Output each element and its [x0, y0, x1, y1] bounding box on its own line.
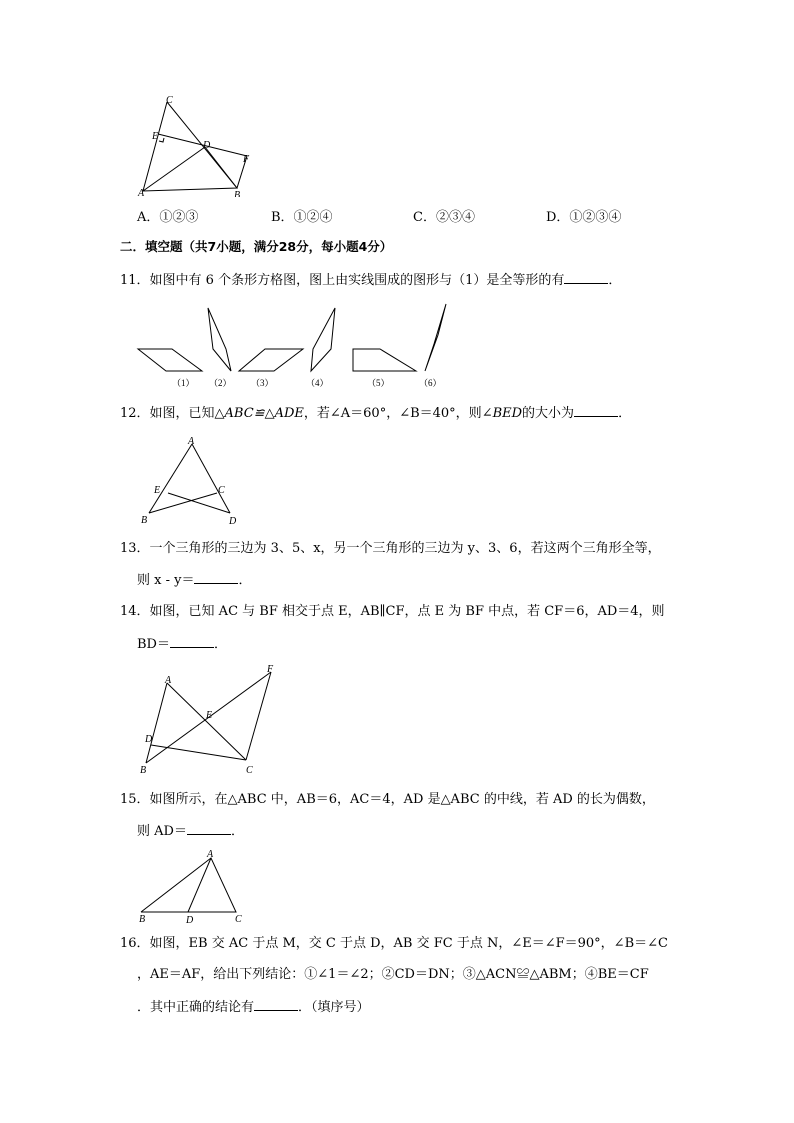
q11-label-6: （6）: [419, 378, 442, 388]
q14-line2: BD＝ ．: [137, 637, 227, 652]
q12-label-E: E: [154, 485, 161, 496]
q16-line2: ，AE＝AF，给出下列结论：①∠1＝∠2；②CD＝DN；③△ACN≌△ABM；④BE＝CF: [137, 967, 649, 982]
q11-label-3: （3）: [251, 378, 274, 388]
shape-5: [353, 349, 416, 371]
q14-label-B: B: [140, 765, 147, 776]
q10-figure: [130, 92, 265, 197]
label-A: A: [138, 188, 145, 197]
shape-6: [425, 304, 446, 371]
q15-label-A: A: [207, 849, 214, 860]
q14-label-A: A: [165, 675, 172, 686]
q13-answer-blank[interactable]: [194, 571, 238, 584]
q14-label-F: F: [267, 664, 274, 675]
shape-2: [208, 308, 231, 371]
q14-label-C: C: [246, 765, 253, 776]
q15-answer-blank[interactable]: [187, 822, 231, 835]
label-B: B: [234, 190, 241, 197]
q11-label-5: （5）: [367, 378, 390, 388]
q10-right-angle-mark: [159, 138, 164, 142]
q15-label-D: D: [186, 915, 194, 926]
label-F: F: [243, 154, 250, 165]
q14-label-E: E: [206, 710, 213, 721]
choice-c[interactable]: C．②③④: [413, 210, 475, 225]
section-2-header: 二．填空题（共7小题，满分28分，每小题4分）: [120, 239, 393, 254]
q12-label-D: D: [229, 516, 237, 527]
q13-line2: 则 x - y＝ ．: [137, 573, 252, 588]
q16-line1: 16．如图，EB 交 AC 于点 M，交 C 于点 D，AB 交 FC 于点 N，∠E＝∠F＝90°，∠B＝∠C: [120, 936, 668, 951]
q11-answer-blank[interactable]: [564, 271, 608, 284]
shape-3: [239, 349, 303, 371]
q14-label-D: D: [145, 734, 153, 745]
q15-label-C: C: [235, 914, 242, 925]
q15-label-B: B: [139, 914, 146, 925]
label-E: E: [152, 131, 159, 142]
q11-figure: [130, 300, 460, 395]
q12-text: 12．如图，已知△ABC≌△ADE，若∠A＝60°，∠B＝40°，则∠BED的大小为 ．: [120, 406, 632, 421]
q12-answer-blank[interactable]: [574, 404, 618, 417]
q16-line3: ．其中正确的结论有 ．（填序号）: [137, 1000, 370, 1015]
q15-figure: [135, 846, 250, 926]
label-C: C: [166, 95, 173, 106]
q10-line-DB: [205, 147, 237, 188]
q14-answer-blank[interactable]: [170, 635, 214, 648]
q11-text: 11．如图中有 6 个条形方格图，图上由实线围成的图形与（1）是全等形的有 ．: [120, 273, 622, 288]
q15-line2: 则 AD＝ ．: [137, 824, 244, 839]
q14-figure: [135, 660, 285, 780]
shape-4: [311, 308, 335, 371]
q12-label-C: C: [218, 485, 225, 496]
q12-label-A: A: [188, 436, 195, 447]
choice-d[interactable]: D．①②③④: [546, 210, 622, 225]
q11-label-1: （1）: [172, 378, 195, 388]
q11-label-2: （2）: [209, 378, 232, 388]
q10-triangle: [143, 102, 237, 191]
q16-answer-blank[interactable]: [254, 998, 298, 1011]
q13-line1: 13．一个三角形的三边为 3、5、x，另一个三角形的三边为 y、3、6，若这两个三角形全等，: [120, 541, 661, 556]
q12-label-B: B: [141, 515, 148, 526]
shape-1: [138, 349, 202, 371]
choice-a[interactable]: A．①②③: [137, 210, 199, 225]
choice-b[interactable]: B．①②④: [271, 210, 333, 225]
q15-line1: 15．如图所示，在△ABC 中，AB＝6，AC＝4，AD 是△ABC 的中线，若 AD 的长为偶数，: [120, 792, 655, 807]
q12-figure: [135, 432, 250, 527]
q14-line1: 14．如图，已知 AC 与 BF 相交于点 E，AB∥CF，点 E 为 BF 中点，若 CF＝6，AD＝4，则: [120, 604, 665, 619]
q11-label-4: （4）: [306, 378, 329, 388]
label-D: D: [203, 140, 211, 151]
q10-line-AD: [143, 147, 205, 191]
